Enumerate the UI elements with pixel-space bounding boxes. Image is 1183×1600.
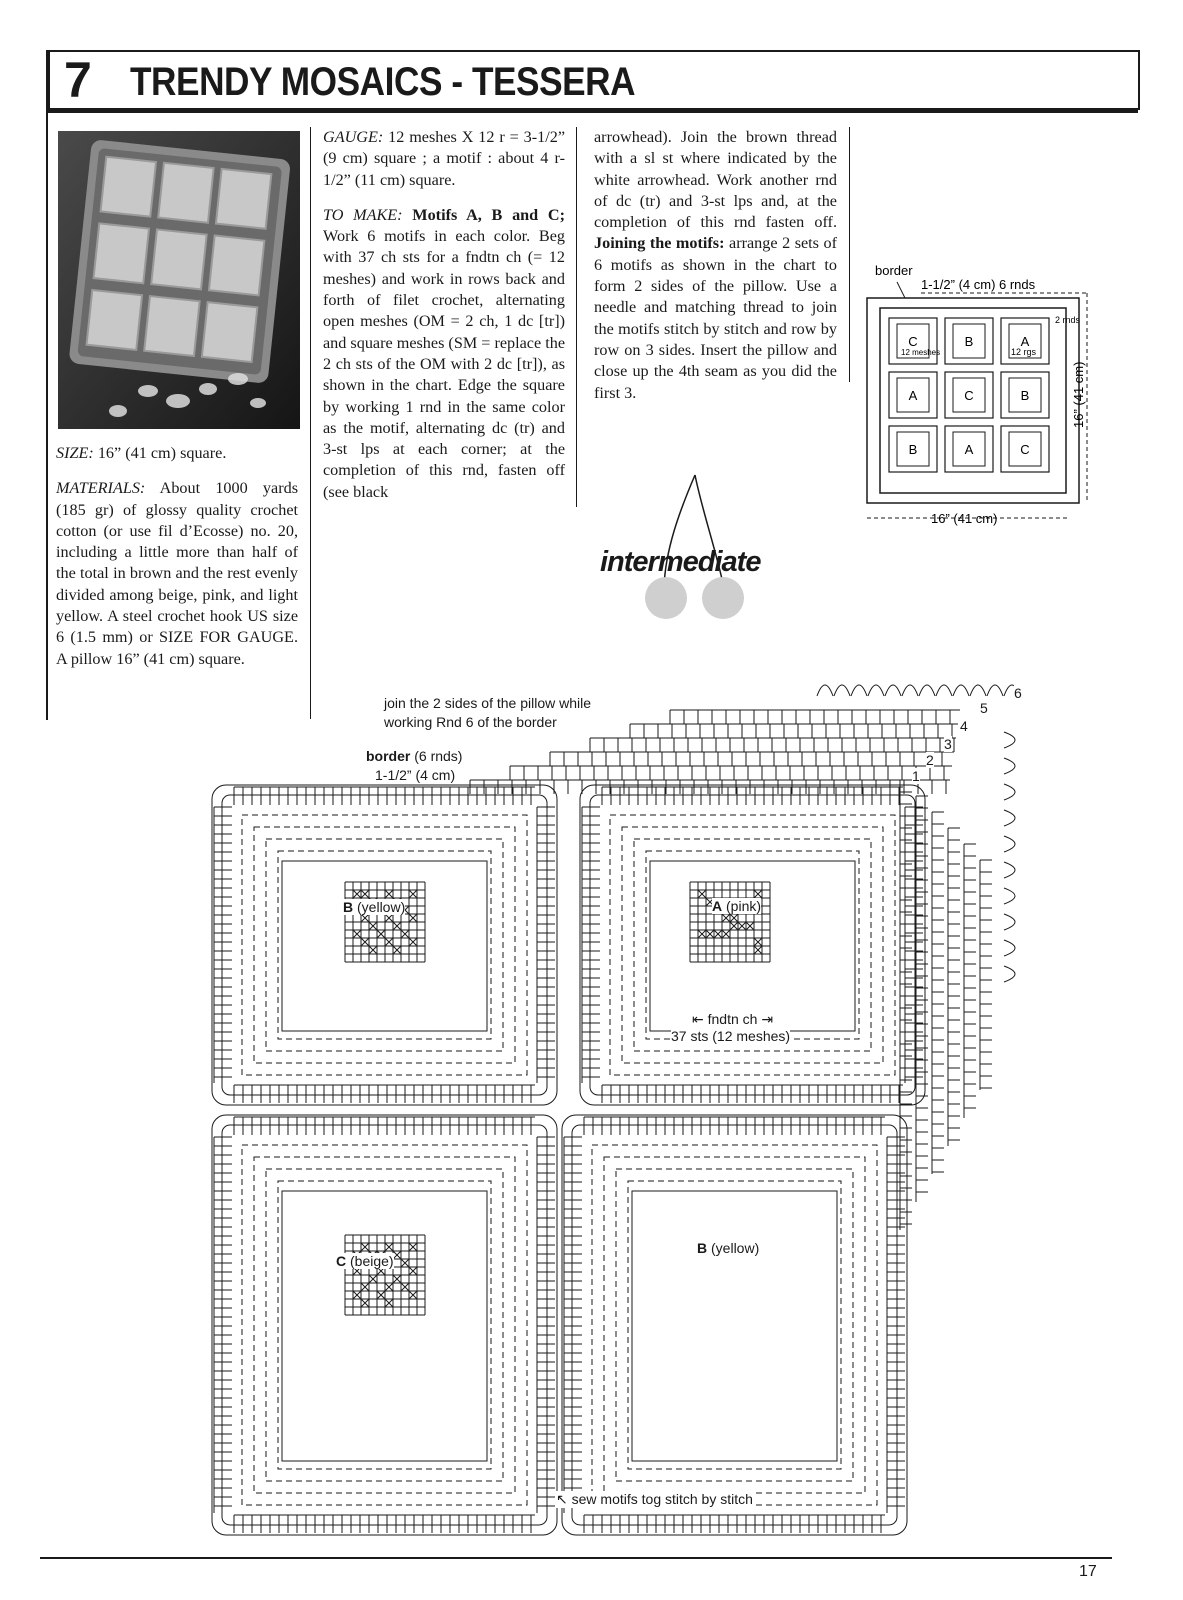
stitch-chart	[200, 660, 1040, 1550]
column-divider-1	[310, 127, 311, 719]
border-width-label: 1-1/2” (4 cm) 6 rnds	[921, 277, 1036, 292]
tomake-label: TO MAKE:	[323, 205, 403, 224]
layout-cell-1-1: C	[964, 388, 974, 403]
width-label: 16” (41 cm)	[931, 511, 998, 526]
motif-a-letter: A	[712, 898, 723, 914]
pillow-photo	[58, 131, 300, 429]
title-underline	[46, 108, 1138, 113]
size-text: 16” (41 cm) square.	[93, 444, 227, 462]
motif-b-bottom-color: (yellow)	[707, 1240, 760, 1256]
fndtn-label: fndtn ch	[707, 1011, 758, 1027]
layout-cell-2-0: B	[908, 442, 918, 457]
gauge-text: 12 meshes X 12 r = 3-1/2” (9 cm) square ; a motif : about 4 r-1/2” (11 cm) square.	[323, 128, 565, 189]
sew-note: sew motifs tog stitch by stitch	[571, 1491, 753, 1507]
layout-grid	[889, 318, 1049, 472]
layout-cell-1-0: A	[908, 388, 918, 403]
col3-text-1: arrowhead). Join the brown thread with a sl st where indicated by the white arrowhead. Work another rnd of dc (tr) and 3-st lps and, at the completion of this rnd fasten off.	[594, 128, 837, 232]
rnds-label: 2 rnds	[1055, 315, 1081, 325]
materials-text: About 1000 yards (185 gr) of glossy quality crochet cotton (or use fil d’Ecosse) no. 20, including a little more than half of the total in brown and the rest evenly divided among beige, pink, and light yellow. A steel crochet hook US size 6 (1.5 mm) or SIZE FOR GAUGE. A pillow 16” (41 cm) square.	[56, 479, 298, 668]
gauge-label: GAUGE:	[323, 128, 384, 146]
motif-b-bottom-letter: B	[697, 1240, 708, 1256]
motif-b-top-letter: B	[343, 899, 354, 915]
footer-rule	[40, 1557, 1112, 1559]
pattern-number: 7	[64, 52, 92, 108]
layout-cell-2-2: C	[1020, 442, 1030, 457]
rows-label: 12 rgs	[1011, 347, 1037, 357]
left-margin-rule	[46, 50, 48, 720]
materials-label: MATERIALS:	[56, 479, 146, 498]
border-bold-label: border	[366, 748, 411, 764]
column-divider-2	[576, 127, 577, 507]
join-note-1: join the 2 sides of the pillow while	[384, 695, 592, 711]
border-label: border	[875, 263, 913, 278]
column-3	[594, 127, 837, 418]
layout-diagram	[855, 258, 1100, 530]
meshes-label: 12 meshes	[901, 348, 941, 357]
layout-cell-0-0: C	[908, 334, 918, 349]
tomake-text: Work 6 motifs in each color. Beg with 37 ch sts for a fndtn ch (= 12 meshes) and work in rows back and forth of filet crochet, alternating open meshes (OM = 2 ch, 1 dc [tr]) and square meshes (SM = replace the 2 ch sts of the OM with 2 dc [tr]), as shown in the chart. Edge the square by working 1 rnd in the same color as the motif, alternating dc (tr) and 3-st lps at each corner; at the completion of this rnd, fasten off (see black	[323, 227, 565, 501]
skill-level-badge: intermediate	[600, 546, 761, 578]
page-title: TRENDY MOSAICS - TESSERA	[130, 60, 636, 104]
motif-b-top-color: (yellow)	[353, 899, 406, 915]
tomake-bold: Motifs A, B and C;	[402, 205, 565, 224]
size-label: SIZE:	[56, 444, 94, 462]
fndtn-sts-label: 37 sts (12 meshes)	[671, 1028, 791, 1044]
layout-cell-2-1: A	[964, 442, 974, 457]
motif-a-color: (pink)	[722, 898, 762, 914]
column-2	[323, 127, 565, 517]
page-number: 17	[1079, 1563, 1097, 1580]
layout-cell-0-2: A	[1020, 334, 1030, 349]
round-number-5: 5	[980, 700, 988, 716]
round-number-1: 1	[912, 768, 920, 784]
round-number-4: 4	[960, 718, 968, 734]
height-label: 16” (41 cm)	[1071, 361, 1086, 428]
column-1	[56, 443, 298, 684]
motif-c-color: (beige)	[346, 1253, 394, 1269]
join-note-2: working Rnd 6 of the border	[384, 714, 557, 730]
motif-c-letter: C	[336, 1253, 347, 1269]
column-divider-3	[849, 127, 850, 382]
round-number-6: 6	[1014, 685, 1022, 701]
col3-text-2: arrange 2 sets of 6 motifs as shown in the chart to form 2 sides of the pillow. Use a needle and matching thread to join the motifs stitch by stitch and row by row on 3 sides. Insert the pillow and close up the 4th seam as you did the first 3.	[594, 234, 838, 402]
round-number-3: 3	[944, 736, 952, 752]
joining-bold: Joining the motifs:	[594, 234, 725, 253]
border-size-label: 1-1/2” (4 cm)	[375, 767, 456, 783]
layout-cell-0-1: B	[964, 334, 974, 349]
border-rnds-label: (6 rnds)	[410, 748, 463, 764]
layout-cell-1-2: B	[1020, 388, 1030, 403]
round-number-2: 2	[926, 752, 934, 768]
